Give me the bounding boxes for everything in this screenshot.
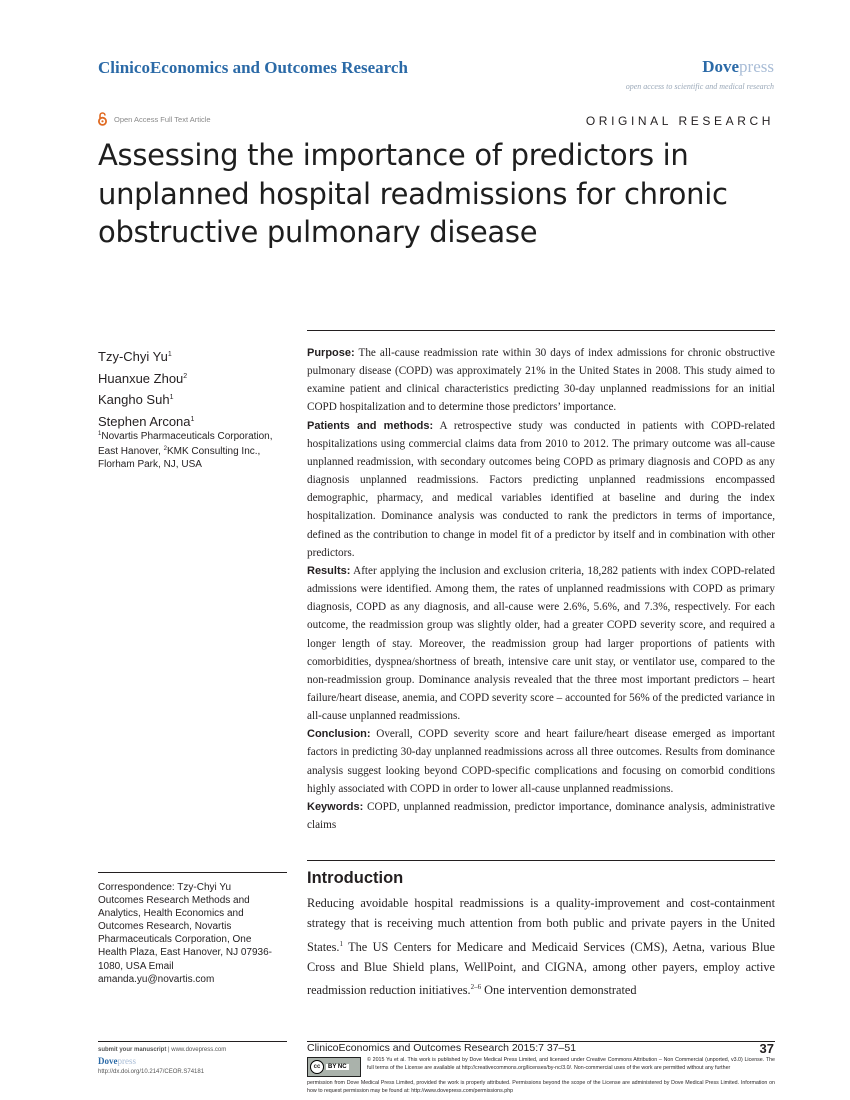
author [98, 367, 194, 389]
abstract [307, 344, 775, 834]
abstract-keywords [307, 798, 775, 834]
abstract-bottom-rule [307, 860, 775, 861]
abstract-results-label: Results: [307, 564, 351, 577]
page-number: 37 [759, 1041, 774, 1056]
article-title: Assessing the importance of predictors in unplanned hospital readmissions for chronic obstructive pulmonary disease [98, 138, 728, 249]
author-affil-marker: 2 [183, 372, 188, 380]
author-name: Tzy-Chyi Yu [98, 349, 168, 364]
submit-manuscript-link[interactable] [98, 1045, 226, 1056]
journal-citation: ClinicoEconomics and Outcomes Research 2015:7 37–51 [307, 1042, 577, 1054]
submit-manuscript-url: | www.dovepress.com [166, 1047, 227, 1053]
license-text: © 2015 Yu et al. This work is published by Dove Medical Press Limited, and licensed under Creative Commons Attribution – Non Commercial (unported, v3.0) License. The full terms of the License are available at http://creativecommons.org/licenses/by-nc/3.0/. Non-commercial uses of the work are permitted without any further [367, 1057, 775, 1071]
correspondence: Correspondence: Tzy-Chyi Yu Outcomes Research Methods and Analytics, Health Economics and Outcomes Research, Novartis Pharmaceuticals Corporation, One Health Plaza, East Hanover, NJ 07936-1080, USA Email amanda.yu@novartis.com [98, 882, 272, 985]
abstract-methods [307, 417, 775, 562]
footer-publisher-logo [98, 1056, 226, 1067]
doi-link[interactable]: http://dx.doi.org/10.2147/CEOR.S74181 [98, 1069, 205, 1075]
affiliations [98, 428, 278, 471]
open-access-badge [97, 112, 211, 126]
creative-commons-badge[interactable] [307, 1057, 361, 1077]
abstract-keywords-text: COPD, unplanned readmission, predictor importance, dominance analysis, administrative claims [307, 800, 775, 832]
footer-left [98, 1045, 226, 1078]
footer-publisher-part1: Dove [98, 1056, 118, 1066]
publisher-logo-part2: press [739, 57, 774, 76]
correspondence-rule [98, 872, 287, 873]
introduction-text [307, 893, 775, 1001]
abstract-conclusion [307, 725, 775, 798]
citation-ref[interactable]: 1 [339, 939, 343, 948]
author-list [98, 345, 194, 431]
abstract-top-rule [307, 330, 775, 331]
abstract-conclusion-label: Conclusion: [307, 728, 371, 741]
footer-left-rule [98, 1041, 287, 1042]
abstract-purpose-text: The all-cause readmission rate within 30 days of index admissions for chronic obstructive pulmonary disease (COPD) was approximately 21% in the United States in 2008. This study aimed to examine patient and clinical characteristics predicting 30-day unplanned readmissions for an initial COPD hospitalization and to determine those predictors’ importance. [307, 347, 775, 414]
submit-manuscript-label: submit your manuscript [98, 1047, 167, 1053]
author-name: Stephen Arcona [98, 413, 191, 429]
author-name: Kangho Suh [98, 392, 170, 408]
abstract-conclusion-text: Overall, COPD severity score and heart failure/heart disease emerged as important factors in predicting 30-day unplanned readmissions across all three outcomes. Results from dominance analysis suggest looking beyond COPD-specific complications and focusing on comorbid conditions highly associated with COPD in order to lower all-cause unplanned readmissions. [307, 728, 775, 795]
article-section-label: ORIGINAL RESEARCH [585, 114, 774, 128]
affiliation-number: 1 [98, 431, 102, 437]
author-name: Huanxue Zhou [98, 370, 184, 386]
abstract-methods-label: Patients and methods: [307, 419, 434, 432]
intro-text-3: One intervention demonstrated [481, 983, 637, 998]
intro-text-2: The US Centers for Medicare and Medicaid Services (CMS), Aetna, various Blue Cross and Blue Shield plans, WellPoint, and CIGNA, among other payers, employ active readmission reduction initiatives. [307, 939, 775, 998]
publisher-logo-part1: Dove [702, 57, 740, 76]
affiliation-text: KMK Consulting Inc., Florham Park, NJ, USA [98, 446, 261, 470]
abstract-methods-text: A retrospective study was conducted in patients with COPD-related hospitalizations using commercial claims data from 2010 to 2012. The primary outcome was all-cause unplanned readmission, with secondary outcomes being COPD as primary diagnosis and COPD as any diagnosis unplanned readmissions. Factors predicting unplanned readmissions encompassed demographic, pharmacy, and medical variables identified at baseline and during the index hospitalization. Dominance analysis was conducted to rank the predictors in terms of importance, defined as the contribution to change in model fit of a predictor by itself and in combination with other predictors. [307, 419, 775, 559]
cc-icon: cc [310, 1060, 324, 1074]
abstract-purpose [307, 344, 775, 417]
introduction-heading: Introduction [307, 869, 404, 887]
open-access-label: Open Access Full Text Article [114, 114, 211, 124]
open-access-lock-icon [97, 112, 108, 126]
publisher-logo [702, 57, 774, 77]
affiliation-text: Novartis Pharmaceuticals Corporation, East Hanover, [98, 431, 273, 457]
author [98, 388, 194, 410]
footer-publisher-part2: press [117, 1056, 136, 1066]
abstract-keywords-label: Keywords: [307, 800, 364, 813]
citation-ref[interactable]: 2–6 [470, 983, 482, 992]
abstract-results-text: After applying the inclusion and exclusion criteria, 18,282 patients with index COPD-related admissions were identified. Among them, the rates of unplanned readmissions with COPD as primary diagnosis, COPD as any diagnosis, and all-cause were 2.6%, 5.6%, and 7.3%, respectively. For each outcome, the readmission group was slightly older, had a greater COPD severity score, and required a longer length of stay. Moreover, the readmission group had larger proportions of patients with comorbidities, dyspnea/shortness of breath, intensive care unit stay, or ventilator use, compared to the non-readmission group. Dominance analysis revealed that the three most important predictors – heart failure/heart disease, anemia, and COPD severity score – accounted for 56% of the predicted variance in all-cause unplanned readmissions. [307, 564, 775, 723]
license-text-continued: permission from Dove Medical Press Limited, provided the work is properly attributed. Permissions beyond the scope of the License are administered by Dove Medical Press Limited. Information on how to request permission may be found at: http://www.dovepress.com/permissions.php [307, 1080, 775, 1094]
abstract-purpose-label: Purpose: [307, 347, 355, 359]
author-affil-marker: 1 [167, 351, 172, 358]
author-affil-marker: 1 [190, 415, 195, 423]
journal-name: ClinicoEconomics and Outcomes Research [98, 58, 408, 77]
author [98, 345, 194, 367]
publisher-tagline: open access to scientific and medical research [625, 82, 774, 91]
author-affil-marker: 1 [169, 394, 174, 402]
intro-text-1: Reducing avoidable hospital readmissions is a quality-improvement and cost-containment strategy that is receiving much attention from both public and private payers in the United States. [307, 896, 775, 954]
cc-by-nc-label: BY NC [328, 1064, 347, 1070]
affiliation-number: 2 [163, 446, 167, 452]
abstract-results [307, 562, 775, 725]
